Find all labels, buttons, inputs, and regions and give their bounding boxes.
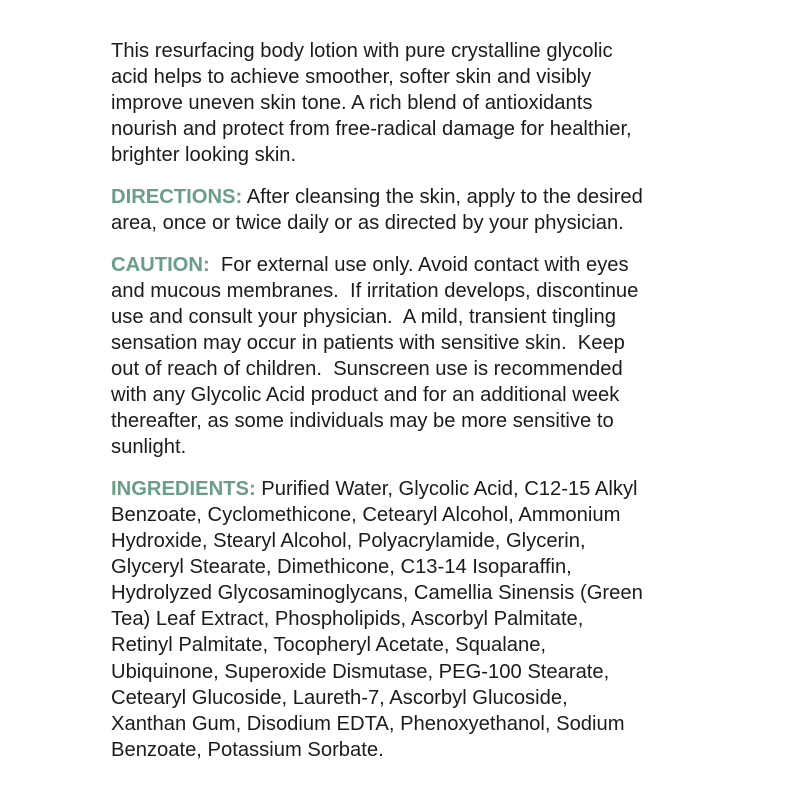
caution-line: with any Glycolic Acid product and for an additional week	[111, 384, 620, 407]
directions-text: After cleansing the skin, apply to the desired	[242, 185, 643, 208]
intro-line: This resurfacing body lotion with pure crystalline glycolic	[111, 40, 613, 62]
ingredients-line: Tea) Leaf Extract, Phospholipids, Ascorbyl Palmitate,	[111, 608, 584, 631]
caution-line: out of reach of children. Sunscreen use is recommended	[111, 358, 623, 381]
ingredients-line: Hydroxide, Stearyl Alcohol, Polyacrylamide, Glycerin,	[111, 530, 586, 553]
ingredients-heading: INGREDIENTS:	[111, 477, 256, 500]
caution-line: use and consult your physician. A mild, transient tingling	[111, 305, 616, 328]
ingredients-line: Cetearyl Glucoside, Laureth-7, Ascorbyl Glucoside,	[111, 686, 568, 709]
intro-paragraph	[111, 38, 701, 168]
ingredients-line: Retinyl Palmitate, Tocopheryl Acetate, Squalane,	[111, 634, 547, 657]
caution-heading: CAUTION:	[111, 253, 210, 276]
caution-first-line	[111, 252, 701, 278]
caution-text: For external use only. Avoid contact with eyes	[209, 253, 629, 276]
directions-first-line	[111, 184, 701, 210]
intro-line: nourish and protect from free-radical damage for healthier,	[111, 118, 632, 141]
caution-line: thereafter, as some individuals may be more sensitive to	[111, 410, 614, 433]
directions-section	[111, 184, 701, 236]
intro-line: brighter looking skin.	[111, 144, 297, 167]
ingredients-section	[111, 476, 701, 763]
ingredients-first-line	[111, 476, 701, 502]
intro-line: acid helps to achieve smoother, softer skin and visibly	[111, 66, 592, 89]
ingredients-line: Benzoate, Potassium Sorbate.	[111, 738, 384, 761]
ingredients-line: Benzoate, Cyclomethicone, Cetearyl Alcohol, Ammonium	[111, 504, 621, 526]
directions-line: area, once or twice daily or as directed by your physician.	[111, 212, 624, 235]
caution-line: sensation may occur in patients with sensitive skin. Keep	[111, 331, 625, 354]
ingredients-line: Hydrolyzed Glycosaminoglycans, Camellia Sinensis (Green	[111, 582, 643, 605]
ingredients-line: Glyceryl Stearate, Dimethicone, C13-14 Isoparaffin,	[111, 556, 572, 579]
caution-section	[111, 252, 701, 461]
product-label-text	[111, 38, 701, 778]
ingredients-line: Ubiquinone, Superoxide Dismutase, PEG-100 Stearate,	[111, 660, 610, 683]
caution-line: and mucous membranes. If irritation develops, discontinue	[111, 279, 639, 302]
ingredients-text: Purified Water, Glycolic Acid, C12-15 Alkyl	[255, 477, 638, 500]
ingredients-line: Xanthan Gum, Disodium EDTA, Phenoxyethanol, Sodium	[111, 712, 625, 735]
caution-line: sunlight.	[111, 436, 187, 459]
directions-heading: DIRECTIONS:	[111, 185, 243, 208]
intro-line: improve uneven skin tone. A rich blend of antioxidants	[111, 92, 593, 115]
